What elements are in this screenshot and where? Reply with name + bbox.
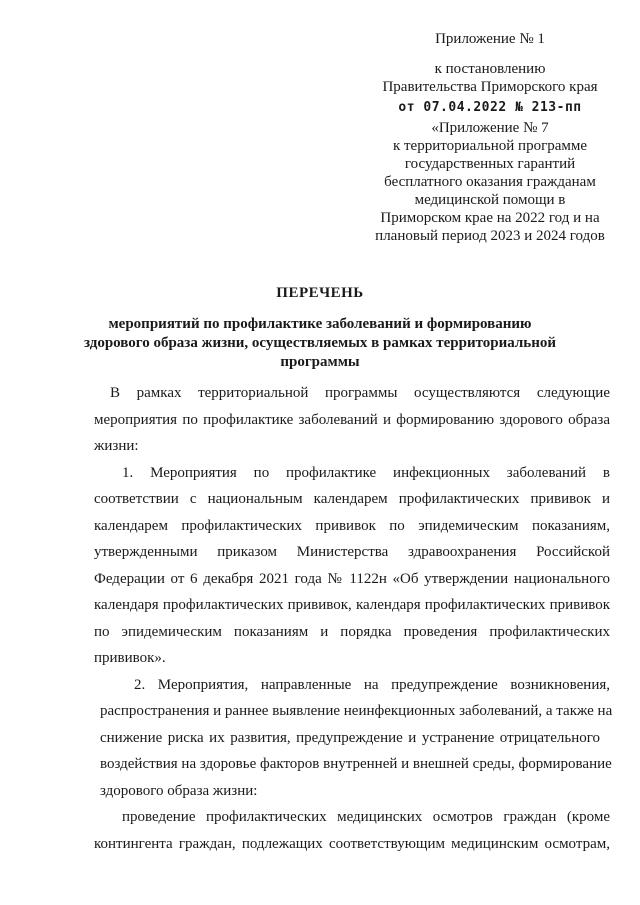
date-number-stamp: от 07.04.2022 № 213-пп [398,100,582,115]
appendix7-block [360,119,620,245]
program-line: к территориальной программе [392,138,588,154]
program-line: бесплатного оказания гражданам [384,174,596,190]
text-line: мероприятия по профилактике заболеваний и формированию здорового образа [94,411,610,428]
title-subtitle-line: здорового образа жизни, осуществляемых в рамках территориальной [83,335,557,351]
text-line: календарем профилактических прививок по эпидемическим показаниям, [94,517,610,534]
program-line: Приморском крае на 2022 год и на [380,210,600,226]
text-line: Федерации от 6 декабря 2021 года № 1122н «Об утверждении национального [94,570,610,587]
text-line: воздействия на здоровье факторов внутренней и внешней среды, формирование [100,756,612,772]
text-line: 2. Мероприятия, направленные на предупреждение возникновения, [134,676,610,693]
document-title [80,284,560,372]
item3-paragraph [94,804,610,857]
text-line: утвержденными приказом Министерства здравоохранения Российской [94,544,610,560]
title-subtitle-line: программы [280,354,360,370]
title-subtitle-line: мероприятий по профилактике заболеваний и формированию [108,316,532,332]
item1-paragraph [94,460,610,672]
text-line: соответствии с национальным календарем профилактических прививок и [94,491,610,507]
text-line: проведение профилактических медицинских осмотров граждан (кроме [122,809,610,825]
text-line: снижение риска их развития, предупреждение и устранение отрицательного [100,729,600,746]
resolution-reference: к постановлению [434,61,546,77]
text-line: контингента граждан, подлежащих соответствующим медицинским осмотрам, [94,835,610,852]
program-line: медицинской помощи в [414,192,566,208]
program-line: плановый период 2023 и 2024 годов [375,228,605,244]
text-line: В рамках территориальной программы осуществляются следующие [110,385,610,401]
appendix7-title: «Приложение № 7 [431,120,549,136]
text-line: календаря профилактических прививок, календаря профилактических прививок [94,597,610,613]
item2-paragraph [100,672,613,805]
text-line: распространения и раннее выявление неинфекционных заболеваний, а также на [100,703,613,719]
title-heading: ПЕРЕЧЕНЬ [276,285,364,301]
text-line: жизни: [94,438,139,454]
appendix-number: Приложение № 1 [435,31,545,47]
document-header [360,30,620,245]
text-line: прививок». [94,650,166,666]
document-body [94,380,613,857]
text-line: по эпидемическим показаниям и порядка проведения профилактических [94,623,610,640]
text-line: здорового образа жизни: [100,782,258,799]
government-name: Правительства Приморского края [382,79,598,95]
program-line: государственных гарантий [404,156,576,172]
intro-paragraph [94,380,610,460]
text-line: 1. Мероприятия по профилактике инфекционных заболеваний в [122,464,610,481]
